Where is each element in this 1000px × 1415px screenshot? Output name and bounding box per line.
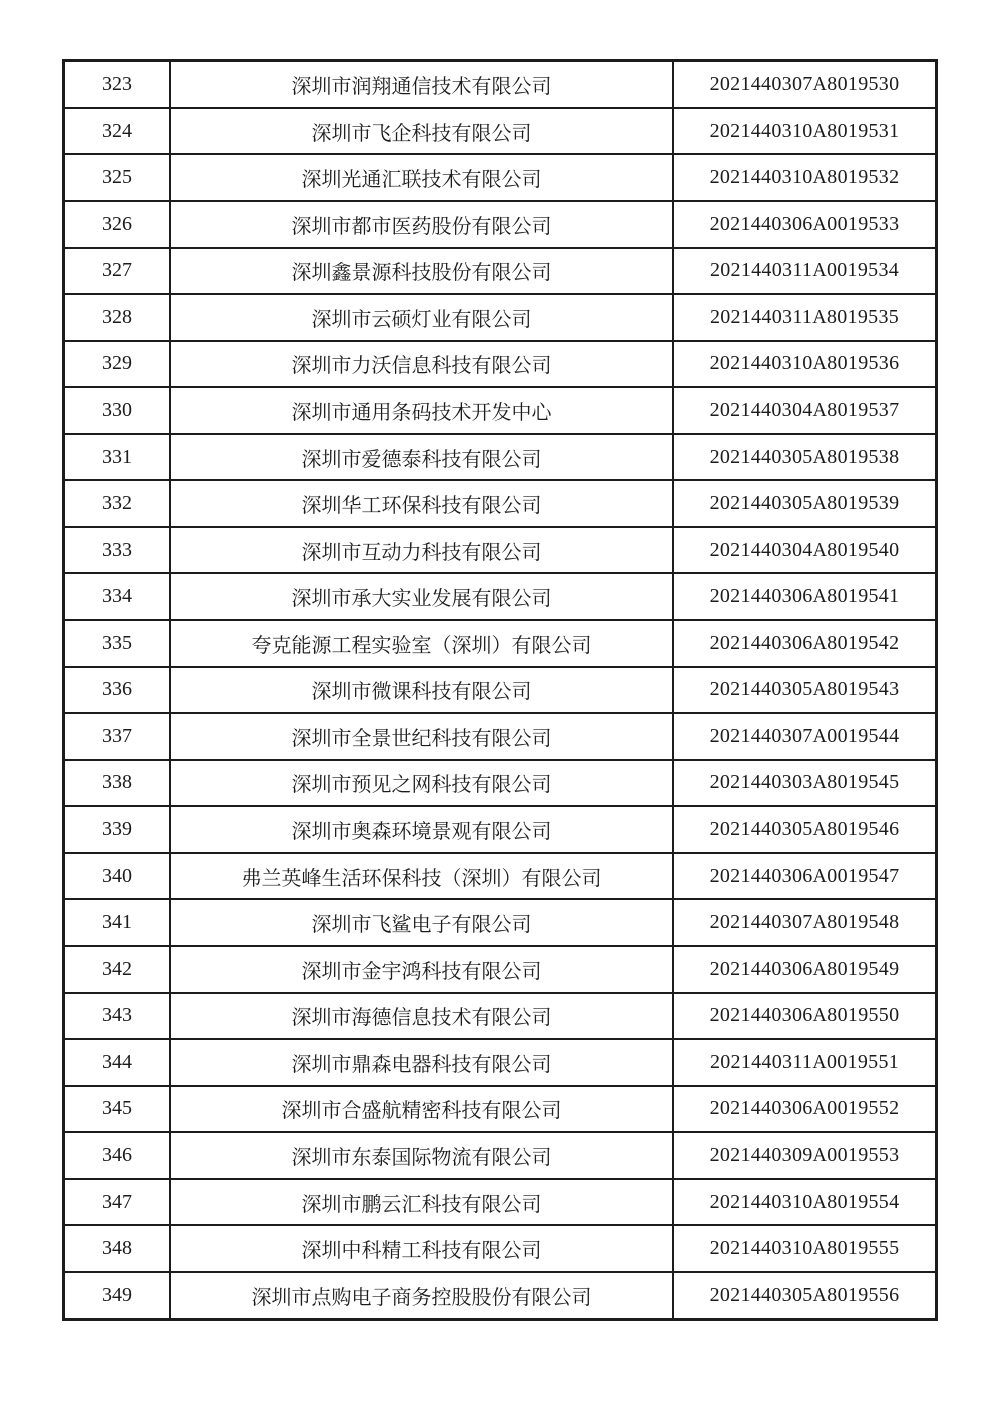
table-row [64, 1272, 937, 1320]
table-row [64, 480, 937, 527]
certificate-code-cell: 2021440310A8019536 [673, 341, 937, 388]
row-index-cell: 335 [64, 620, 171, 667]
row-index-cell: 344 [64, 1039, 171, 1086]
table-row [64, 387, 937, 434]
company-name-cell: 深圳光通汇联技术有限公司 [170, 154, 673, 201]
table-row [64, 1225, 937, 1272]
table-row [64, 760, 937, 807]
certificate-code-cell: 2021440311A0019534 [673, 248, 937, 295]
row-index-cell: 349 [64, 1272, 171, 1320]
certificate-code-cell: 2021440310A8019555 [673, 1225, 937, 1272]
certificate-code-cell: 2021440304A8019537 [673, 387, 937, 434]
company-name-cell: 深圳市爱德泰科技有限公司 [170, 434, 673, 481]
company-name-cell: 深圳市奥森环境景观有限公司 [170, 806, 673, 853]
company-name-cell: 夸克能源工程实验室（深圳）有限公司 [170, 620, 673, 667]
table-row [64, 1086, 937, 1133]
row-index-cell: 325 [64, 154, 171, 201]
row-index-cell: 338 [64, 760, 171, 807]
table-row [64, 201, 937, 248]
row-index-cell: 332 [64, 480, 171, 527]
row-index-cell: 346 [64, 1132, 171, 1179]
table-row [64, 946, 937, 993]
certificate-code-cell: 2021440307A0019544 [673, 713, 937, 760]
row-index-cell: 326 [64, 201, 171, 248]
row-index-cell: 336 [64, 667, 171, 714]
certificate-code-cell: 2021440306A0019533 [673, 201, 937, 248]
row-index-cell: 324 [64, 108, 171, 155]
company-name-cell: 弗兰英峰生活环保科技（深圳）有限公司 [170, 853, 673, 900]
row-index-cell: 343 [64, 993, 171, 1040]
company-name-cell: 深圳市海德信息技术有限公司 [170, 993, 673, 1040]
row-index-cell: 334 [64, 573, 171, 620]
company-name-cell: 深圳市飞鲨电子有限公司 [170, 899, 673, 946]
company-name-cell: 深圳市预见之网科技有限公司 [170, 760, 673, 807]
company-name-cell: 深圳华工环保科技有限公司 [170, 480, 673, 527]
certificate-code-cell: 2021440307A8019530 [673, 61, 937, 108]
company-name-cell: 深圳市鼎森电器科技有限公司 [170, 1039, 673, 1086]
table-row [64, 61, 937, 108]
table-row [64, 620, 937, 667]
company-name-cell: 深圳市云硕灯业有限公司 [170, 294, 673, 341]
row-index-cell: 331 [64, 434, 171, 481]
certificate-code-cell: 2021440306A8019549 [673, 946, 937, 993]
row-index-cell: 342 [64, 946, 171, 993]
certificate-code-cell: 2021440307A8019548 [673, 899, 937, 946]
table-row [64, 853, 937, 900]
certificate-code-cell: 2021440309A0019553 [673, 1132, 937, 1179]
company-list-table [62, 59, 938, 1321]
company-name-cell: 深圳市东泰国际物流有限公司 [170, 1132, 673, 1179]
company-name-cell: 深圳市都市医药股份有限公司 [170, 201, 673, 248]
table-row [64, 341, 937, 388]
table-row [64, 713, 937, 760]
certificate-code-cell: 2021440303A8019545 [673, 760, 937, 807]
company-name-cell: 深圳市合盛航精密科技有限公司 [170, 1086, 673, 1133]
certificate-code-cell: 2021440305A8019543 [673, 667, 937, 714]
company-name-cell: 深圳市润翔通信技术有限公司 [170, 61, 673, 108]
row-index-cell: 330 [64, 387, 171, 434]
table-row [64, 993, 937, 1040]
certificate-code-cell: 2021440310A8019532 [673, 154, 937, 201]
row-index-cell: 345 [64, 1086, 171, 1133]
table-row [64, 434, 937, 481]
company-name-cell: 深圳市鹏云汇科技有限公司 [170, 1179, 673, 1226]
row-index-cell: 341 [64, 899, 171, 946]
certificate-code-cell: 2021440305A8019556 [673, 1272, 937, 1320]
certificate-code-cell: 2021440305A8019546 [673, 806, 937, 853]
row-index-cell: 328 [64, 294, 171, 341]
company-name-cell: 深圳市全景世纪科技有限公司 [170, 713, 673, 760]
company-name-cell: 深圳市承大实业发展有限公司 [170, 573, 673, 620]
table-row [64, 899, 937, 946]
row-index-cell: 327 [64, 248, 171, 295]
certificate-code-cell: 2021440306A8019550 [673, 993, 937, 1040]
table-row [64, 154, 937, 201]
table-row [64, 1132, 937, 1179]
row-index-cell: 340 [64, 853, 171, 900]
certificate-code-cell: 2021440310A8019531 [673, 108, 937, 155]
company-name-cell: 深圳市金宇鸿科技有限公司 [170, 946, 673, 993]
table-row [64, 1179, 937, 1226]
company-name-cell: 深圳市力沃信息科技有限公司 [170, 341, 673, 388]
row-index-cell: 339 [64, 806, 171, 853]
company-name-cell: 深圳市互动力科技有限公司 [170, 527, 673, 574]
certificate-code-cell: 2021440306A0019552 [673, 1086, 937, 1133]
certificate-code-cell: 2021440311A0019551 [673, 1039, 937, 1086]
company-name-cell: 深圳鑫景源科技股份有限公司 [170, 248, 673, 295]
table-row [64, 573, 937, 620]
certificate-code-cell: 2021440311A8019535 [673, 294, 937, 341]
company-name-cell: 深圳市通用条码技术开发中心 [170, 387, 673, 434]
company-table-body [64, 61, 937, 1320]
certificate-code-cell: 2021440304A8019540 [673, 527, 937, 574]
company-name-cell: 深圳市点购电子商务控股股份有限公司 [170, 1272, 673, 1320]
table-row [64, 248, 937, 295]
company-name-cell: 深圳市微课科技有限公司 [170, 667, 673, 714]
table-row [64, 108, 937, 155]
certificate-code-cell: 2021440310A8019554 [673, 1179, 937, 1226]
certificate-code-cell: 2021440305A8019538 [673, 434, 937, 481]
table-row [64, 527, 937, 574]
certificate-code-cell: 2021440306A0019547 [673, 853, 937, 900]
table-row [64, 1039, 937, 1086]
row-index-cell: 348 [64, 1225, 171, 1272]
company-name-cell: 深圳市飞企科技有限公司 [170, 108, 673, 155]
certificate-code-cell: 2021440306A8019542 [673, 620, 937, 667]
row-index-cell: 337 [64, 713, 171, 760]
row-index-cell: 323 [64, 61, 171, 108]
certificate-code-cell: 2021440306A8019541 [673, 573, 937, 620]
table-row [64, 667, 937, 714]
row-index-cell: 347 [64, 1179, 171, 1226]
company-name-cell: 深圳中科精工科技有限公司 [170, 1225, 673, 1272]
row-index-cell: 329 [64, 341, 171, 388]
table-row [64, 806, 937, 853]
certificate-code-cell: 2021440305A8019539 [673, 480, 937, 527]
table-row [64, 294, 937, 341]
row-index-cell: 333 [64, 527, 171, 574]
